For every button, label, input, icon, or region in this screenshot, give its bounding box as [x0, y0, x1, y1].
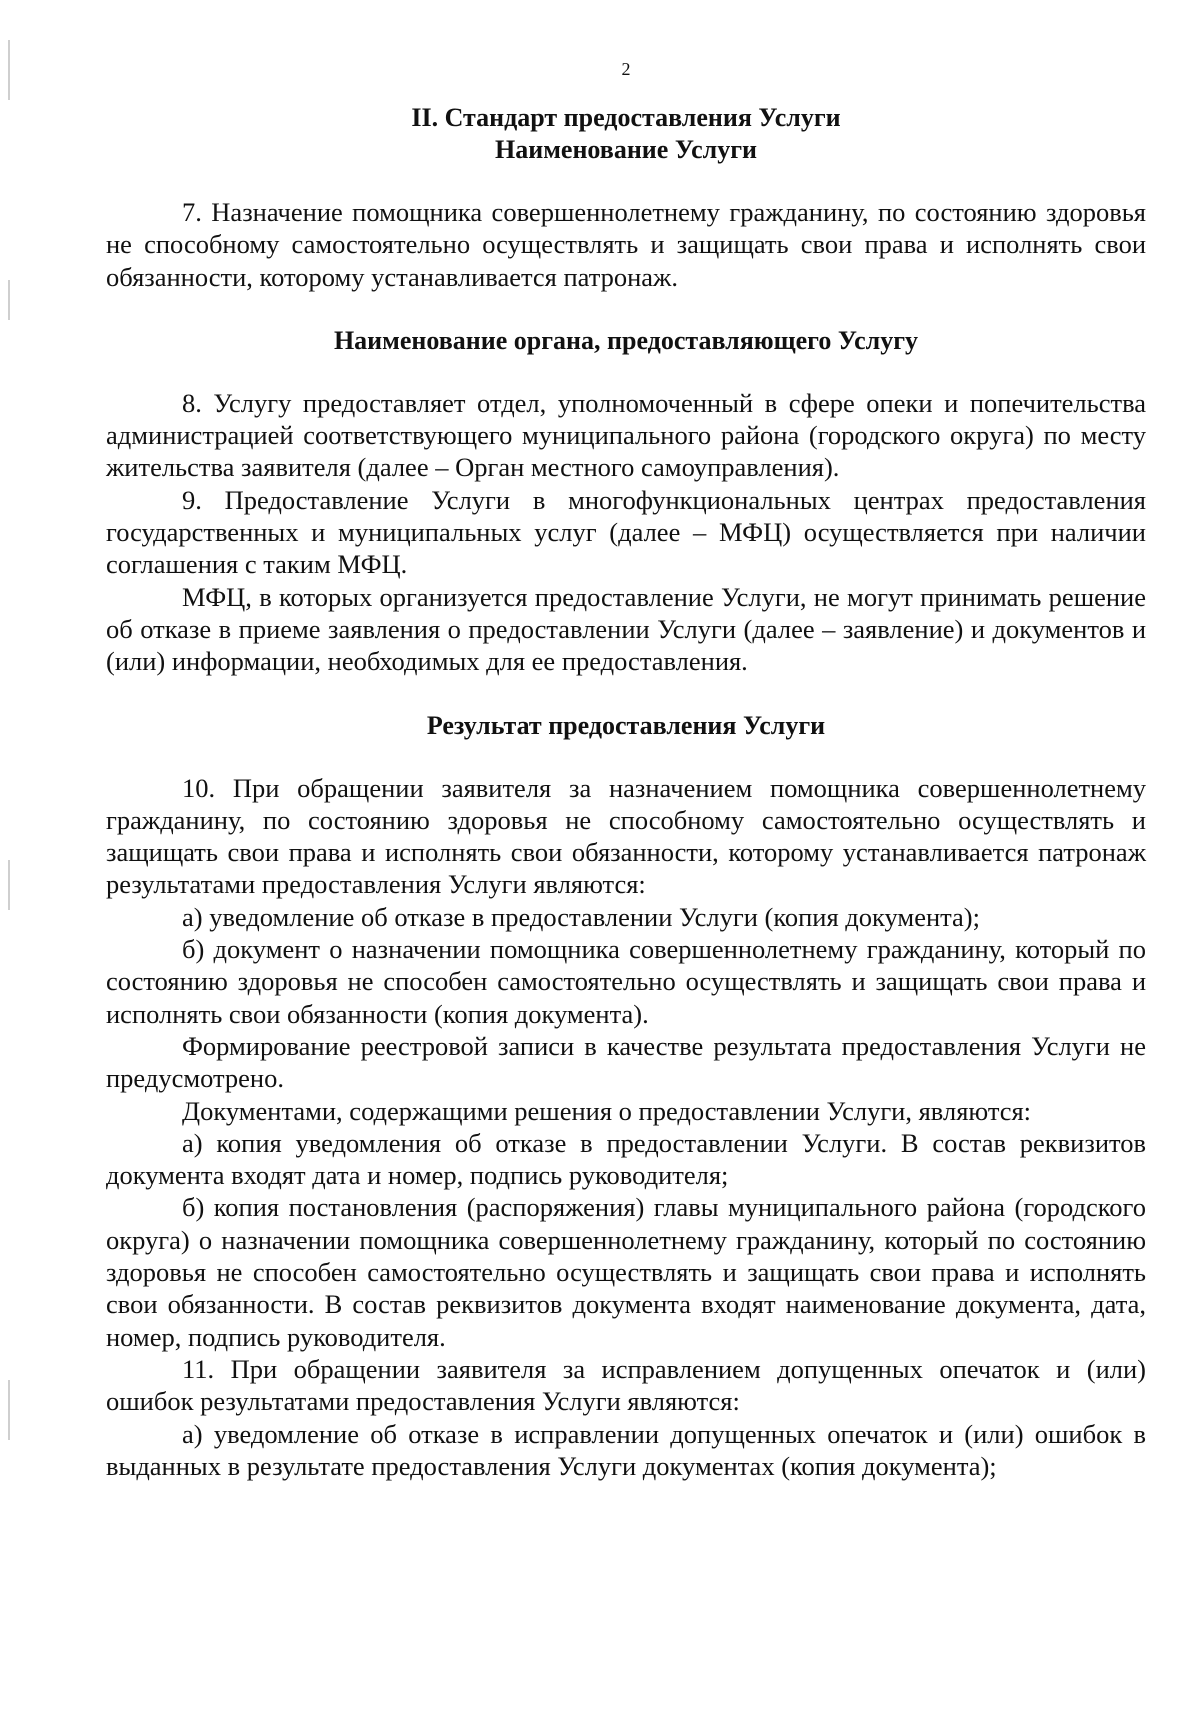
- paragraph-11-a: а) уведомление об отказе в исправлении допущенных опечаток и (или) ошибок в выданных в результате предоставления Услуги документах (копия документа);: [106, 1418, 1146, 1481]
- paragraph-9: 9. Предоставление Услуги в многофункциональных центрах предоставления государственных и муниципальных услуг (далее – МФЦ) осуществляется при наличии соглашения с таким МФЦ.: [106, 484, 1146, 580]
- paragraph-8: 8. Услугу предоставляет отдел, уполномоченный в сфере опеки и попечительства администрацией соответствующего муниципального района (городского округа) по месту жительства заявителя (далее – Орган местного самоуправления).: [106, 387, 1146, 483]
- document-page: [106, 58, 1146, 1482]
- paragraph-10-b: б) документ о назначении помощника совершеннолетнему гражданину, который по состоянию здоровья не способен самостоятельно осуществлять и защищать свои права и исполнять свои обязанности (копия документа).: [106, 934, 1146, 1029]
- section-title: II. Стандарт предоставления Услуги: [411, 103, 841, 132]
- scan-edge-mark: [8, 1380, 10, 1440]
- paragraph-10-registry: Формирование реестровой записи в качестве результата предоставления Услуги не предусмотрено.: [106, 1030, 1146, 1094]
- paragraph-10: 10. При обращении заявителя за назначением помощника совершеннолетнему гражданину, по состоянию здоровья не способному самостоятельно осуществлять и защищать свои права и исполнять свои обязанности, которому устанавливается патронаж результатами предоставления Услуги являются:: [106, 772, 1146, 900]
- paragraph-7: 7. Назначение помощника совершеннолетнему гражданину, по состоянию здоровья не способному самостоятельно осуществлять и защищать свои права и исполнять свои обязанности, которому устанавливается патронаж.: [106, 197, 1146, 292]
- heading-result: Результат предоставления Услуги: [426, 710, 826, 740]
- paragraph-10-documents: Документами, содержащими решения о предоставлении Услуги, являются:: [182, 1095, 1032, 1126]
- scan-edge-mark: [8, 860, 10, 910]
- paragraph-9-mfc: МФЦ, в которых организуется предоставление Услуги, не могут принимать решение об отказе в приеме заявления о предоставлении Услуги (далее – заявление) и документов и (или) информации, необходимых для ее предоставления.: [106, 581, 1146, 677]
- scan-edge-mark: [8, 280, 10, 320]
- section-subtitle: Наименование Услуги: [494, 135, 758, 164]
- scan-edge-mark: [8, 40, 10, 100]
- paragraph-10-a: а) уведомление об отказе в предоставлении Услуги (копия документа);: [182, 901, 980, 932]
- paragraph-10-doc-a: а) копия уведомления об отказе в предоставлении Услуги. В состав реквизитов документа входят дата и номер, подпись руководителя;: [106, 1127, 1146, 1191]
- page-number: 2: [621, 59, 631, 79]
- paragraph-11: 11. При обращении заявителя за исправлением допущенных опечаток и (или) ошибок результатами предоставления Услуги являются:: [106, 1353, 1146, 1417]
- heading-organ: Наименование органа, предоставляющего Услугу: [333, 325, 919, 355]
- paragraph-10-doc-b: б) копия постановления (распоряжения) главы муниципального района (городского округа) о назначении помощника совершеннолетнему гражданину, который по состоянию здоровья не способен самостоятельно осуществлять и защищать свои права и исполнять свои обязанности. В состав реквизитов документа входят наименование документа, дата, номер, подпись руководителя.: [106, 1192, 1146, 1352]
